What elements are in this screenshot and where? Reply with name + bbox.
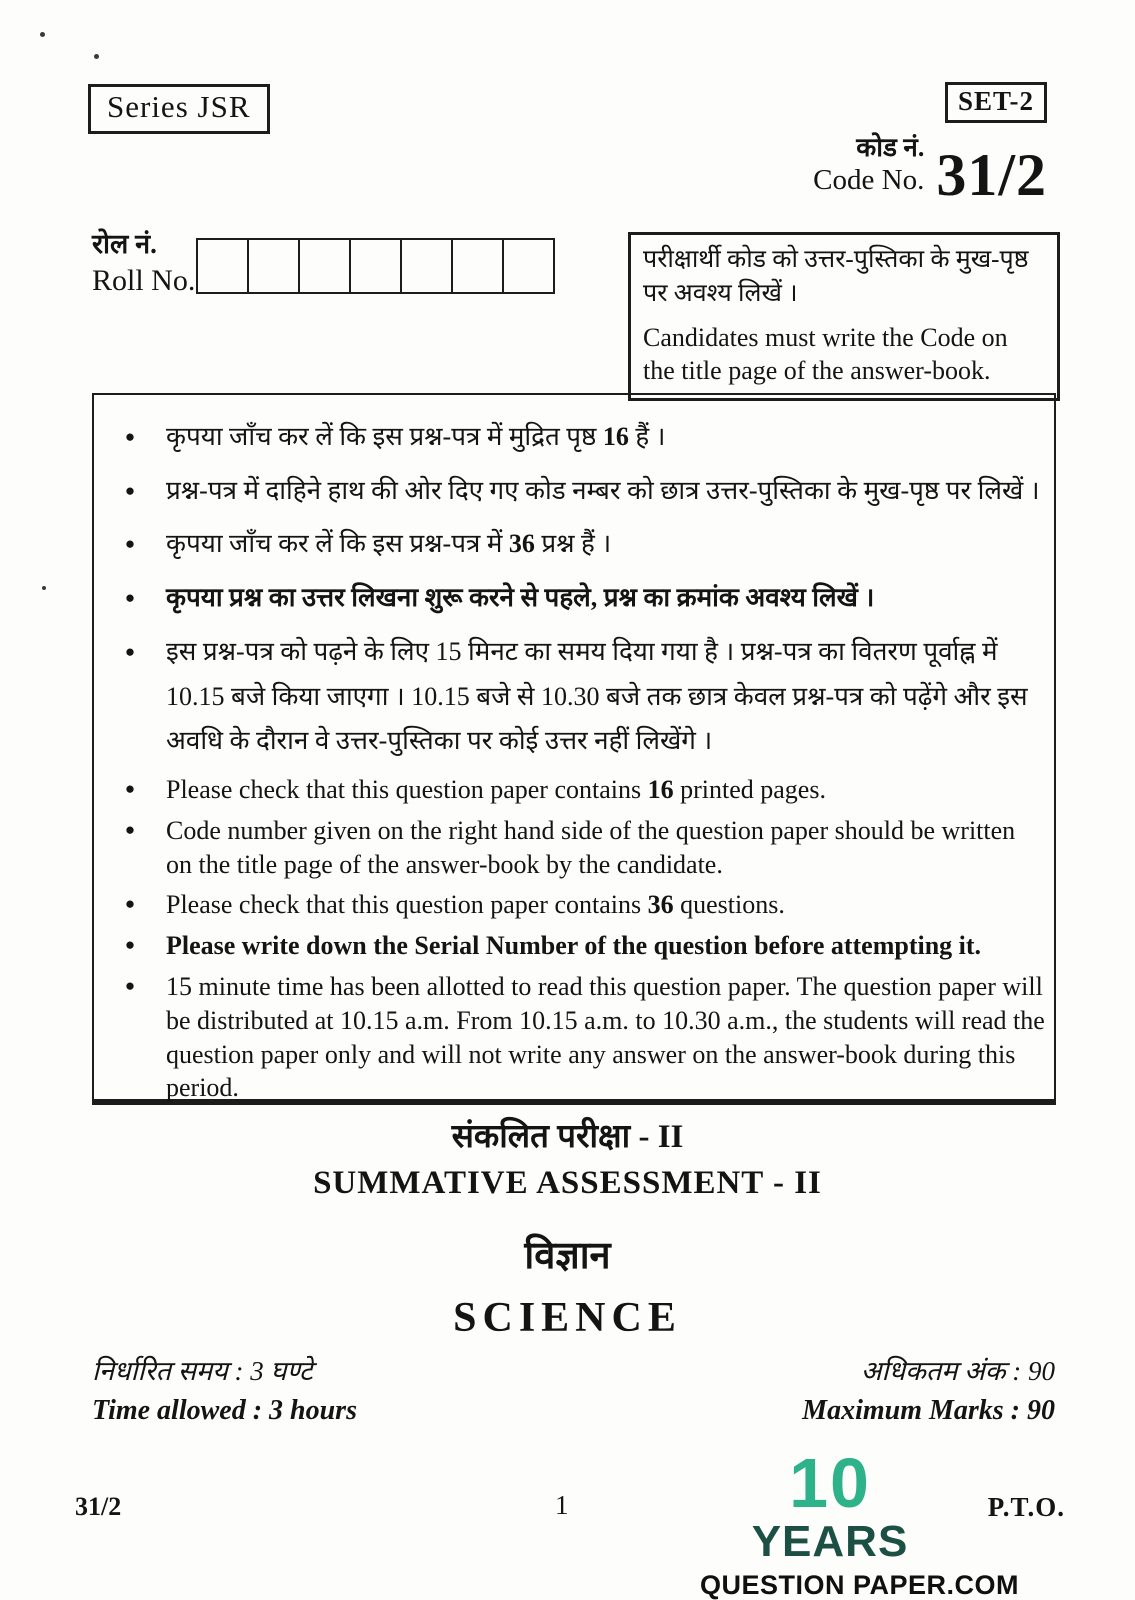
instruction-text: प्रश्न-पत्र में दाहिने हाथ की ओर दिए गए कोड नम्बर को छात्र उत्तर-पुस्तिका के मुख-पृष्ठ पर लिखें । [166,475,1040,505]
instruction-item [94,415,1046,460]
exam-title-english: SUMMATIVE ASSESSMENT - II [313,1165,822,1201]
instruction-text: कृपया प्रश्न का उत्तर लिखना शुरू करने से पहले, प्रश्न का क्रमांक अवश्य लिखें । [166,583,875,613]
code-notice-english: Candidates must write the Code on the title page of the answer-book. [643,322,1008,386]
roll-digit-box [402,240,453,292]
instruction-text: कृपया जाँच कर लें कि इस प्रश्न-पत्र में 36 प्रश्न हैं । [166,529,612,559]
bullet-icon: ● [124,935,136,955]
instruction-item [94,814,1046,882]
time-allowed-hindi: निर्धारित समय : 3 घण्टे [92,1356,313,1386]
roll-label-english: Roll No. [92,263,196,297]
bullet-icon: ● [124,588,136,608]
instruction-item [94,888,1046,922]
maximum-marks-block [802,1352,1055,1432]
roll-digit-box [453,240,504,292]
bullet-icon: ● [124,427,136,446]
scan-speck [94,54,99,59]
code-label-hindi: कोड नं. [856,133,925,162]
instruction-text: Please check that this question paper contains 16 printed pages. [166,775,826,805]
instruction-text: Code number given on the right hand side of the question paper should be written on the title page of the answer-book by the candidate. [166,815,1016,879]
instruction-item [94,469,1046,514]
series-label: Series JSR [107,89,251,124]
instruction-item [94,929,1046,963]
roll-number-grid [196,238,555,294]
page-number: 1 [555,1490,569,1520]
instruction-text: इस प्रश्न-पत्र को पढ़ने के लिए 15 मिनट का समय दिया गया है । प्रश्न-पत्र का वितरण पूर्वाह्न में 10.15 बजे किया जाएगा । 10.15 बजे से 10.30 बजे तक छात्र केवल प्रश्न-पत्र को पढ़ेंगे और इस अवधि के दौरान वे उत्तर-पुस्तिका पर कोई उत्तर नहीं लिखेंगे । [166,636,1028,756]
roll-digit-box [504,240,553,292]
subject-title-english: SCIENCE [453,1295,682,1341]
instruction-text: Please check that this question paper contains 36 questions. [166,890,785,920]
subject-title-hindi: विज्ञान [524,1235,611,1277]
instruction-text: 15 minute time has been allotted to read this question paper. The question paper will be distributed at 10.15 a.m. From 10.15 a.m. to 10.30 a.m., the students will read the question paper only and will not write any answer on the answer-book during this period. [166,972,1045,1103]
time-allowed-english: Time allowed : 3 hours [92,1395,357,1427]
instruction-item [94,522,1046,567]
scan-speck [40,32,45,37]
time-allowed-block [92,1352,357,1432]
instruction-text: Please write down the Serial Number of the question before attempting it. [166,931,982,961]
roll-digit-box [300,240,351,292]
roll-digit-box [351,240,402,292]
code-number-value: 31/2 [936,141,1047,208]
code-number-labels [813,132,924,202]
logo-sitename-text: QUESTION PAPER.COM [700,1570,1020,1600]
logo-years-text: YEARS [751,1517,909,1566]
roll-digit-box [198,240,249,292]
scan-speck [42,586,46,590]
roll-number-labels [92,228,195,299]
roll-digit-box [249,240,300,292]
set-number-box [945,82,1047,123]
bullet-icon: ● [124,779,136,799]
instruction-text: कृपया जाँच कर लें कि इस प्रश्न-पत्र में मुद्रित पृष्ठ 16 हैं । [166,422,666,451]
pto-label: P.T.O. [987,1492,1065,1522]
code-notice-box [628,232,1060,401]
bullet-icon: ● [124,534,136,554]
instruction-item [94,630,1046,764]
bullet-icon: ● [124,894,136,914]
general-instructions-box [92,393,1056,1105]
maximum-marks-hindi: अधिकतम अंक : 90 [860,1356,1055,1386]
set-label: SET-2 [957,86,1034,116]
maximum-marks-english: Maximum Marks : 90 [802,1395,1055,1427]
instructions-hindi-list [94,415,1046,764]
instruction-item [94,576,1046,621]
logo-ten-text: 10 [789,1444,871,1522]
bullet-icon: ● [124,480,136,500]
watermark-logo [700,1444,1020,1600]
instruction-item [94,970,1046,1105]
bullet-icon: ● [124,819,136,839]
bullet-icon: ● [124,641,136,661]
footer-paper-code: 31/2 [75,1492,122,1521]
series-code-box [88,84,270,134]
bullet-icon: ● [124,976,136,996]
roll-label-hindi: रोल नं. [92,229,157,259]
code-notice-hindi: परीक्षार्थी कोड को उत्तर-पुस्तिका के मुख-पृष्ठ पर अवश्य लिखें । [643,246,1029,307]
title-block [0,1112,1135,1342]
exam-title-hindi: संकलित परीक्षा - II [451,1119,684,1155]
code-number-block [813,132,1047,208]
instructions-english-list [94,773,1046,1105]
instruction-item [94,773,1046,807]
code-label-english: Code No. [813,164,925,197]
